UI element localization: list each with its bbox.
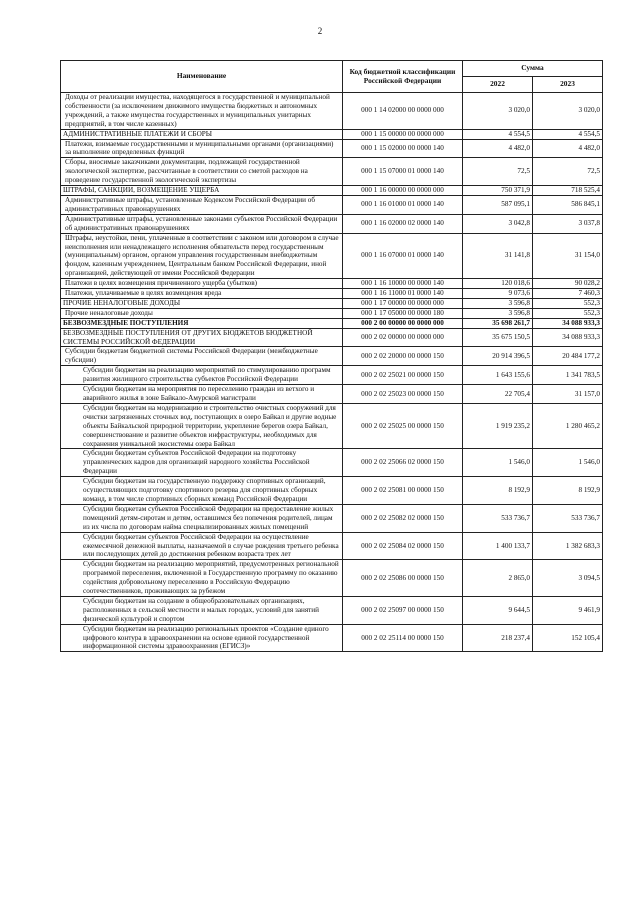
row-value-2023: 552,3: [533, 308, 603, 318]
table-row: [61, 366, 603, 385]
table-row: [61, 477, 603, 505]
header-year-2023: 2023: [533, 77, 603, 93]
row-code: 000 2 02 25081 00 0000 150: [343, 477, 463, 505]
page-number: 2: [317, 26, 323, 36]
row-name: Субсидии бюджетам на реализацию мероприятий, предусмотренных региональной программой переселения, включенной в Государственную программу по оказанию содействия добровольному переселению в Российскую Федерацию соотечественников, проживающих за рубежом: [61, 560, 343, 597]
header-name: Наименование: [61, 61, 343, 93]
header-code: Код бюджетной классификации Российской Федерации: [343, 61, 463, 93]
table-row: [61, 328, 603, 347]
row-value-2022: 9 073,6: [463, 289, 533, 299]
row-value-2022: 3 020,0: [463, 93, 533, 130]
row-name: ШТРАФЫ, САНКЦИИ, ВОЗМЕЩЕНИЕ УЩЕРБА: [61, 186, 343, 196]
row-value-2022: 3 042,8: [463, 214, 533, 233]
row-value-2023: 1 280 465,2: [533, 403, 603, 449]
row-value-2022: 533 736,7: [463, 504, 533, 532]
row-name: Субсидии бюджетам субъектов Российской Федерации на предоставление жилых помещений детям-сиротам и детям, оставшимся без попечения родителей, лицам из их числа по договорам найма специализированных жилых помещений: [61, 504, 343, 532]
row-name: Субсидии бюджетам бюджетной системы Российской Федерации (межбюджетные субсидии): [61, 347, 343, 366]
row-value-2023: 90 028,2: [533, 279, 603, 289]
row-value-2022: 72,5: [463, 158, 533, 186]
row-value-2022: 1 643 155,6: [463, 366, 533, 385]
row-value-2023: 7 460,3: [533, 289, 603, 299]
row-code: 000 2 02 25025 00 0000 150: [343, 403, 463, 449]
row-code: 000 1 15 02000 00 0000 140: [343, 139, 463, 158]
row-value-2022: 218 237,4: [463, 624, 533, 652]
row-name: Субсидии бюджетам на мероприятия по переселению граждан из ветхого и аварийного жилья в зоне Байкало-Амурской магистрали: [61, 385, 343, 404]
row-value-2023: 72,5: [533, 158, 603, 186]
row-code: 000 1 14 02000 00 0000 000: [343, 93, 463, 130]
row-value-2023: 20 484 177,2: [533, 347, 603, 366]
table-row: [61, 214, 603, 233]
row-code: 000 2 02 00000 00 0000 000: [343, 328, 463, 347]
row-value-2023: 4 482,0: [533, 139, 603, 158]
table-row: [61, 298, 603, 308]
row-code: 000 1 16 10000 00 0000 140: [343, 279, 463, 289]
row-value-2022: 120 018,6: [463, 279, 533, 289]
budget-table: [60, 60, 603, 652]
row-value-2022: 1 546,0: [463, 449, 533, 477]
row-value-2023: 31 154,0: [533, 233, 603, 279]
row-code: 000 2 02 20000 00 0000 150: [343, 347, 463, 366]
row-code: 000 1 16 00000 00 0000 000: [343, 186, 463, 196]
row-code: 000 2 02 25021 00 0000 150: [343, 366, 463, 385]
row-code: 000 1 16 01000 01 0000 140: [343, 195, 463, 214]
table-row: [61, 93, 603, 130]
row-code: 000 2 02 25086 00 0000 150: [343, 560, 463, 597]
row-value-2022: 587 095,1: [463, 195, 533, 214]
row-value-2022: 4 554,5: [463, 129, 533, 139]
row-code: 000 2 02 25114 00 0000 150: [343, 624, 463, 652]
row-value-2023: 718 525,4: [533, 186, 603, 196]
row-value-2022: 20 914 396,5: [463, 347, 533, 366]
row-value-2022: 8 192,9: [463, 477, 533, 505]
row-name: Субсидии бюджетам субъектов Российской Федерации на осуществление ежемесячной денежной выплаты, назначаемой в случае рождения третьего ребенка или последующих детей до достижения ребенком возраста трех лет: [61, 532, 343, 560]
row-value-2023: 3 020,0: [533, 93, 603, 130]
row-value-2023: 552,3: [533, 298, 603, 308]
row-value-2022: 4 482,0: [463, 139, 533, 158]
header-year-2022: 2022: [463, 77, 533, 93]
table-row: [61, 186, 603, 196]
row-code: 000 2 02 25023 00 0000 150: [343, 385, 463, 404]
row-name: Административные штрафы, установленные законами субъектов Российской Федерации об административных правонарушениях: [61, 214, 343, 233]
row-name: Прочие неналоговые доходы: [61, 308, 343, 318]
row-value-2022: 750 371,9: [463, 186, 533, 196]
row-name: Субсидии бюджетам на реализацию региональных проектов «Создание единого цифрового контура в здравоохранении на основе единой государственной информационной системы здравоохранения (ЕГИСЗ)»: [61, 624, 343, 652]
row-value-2022: 1 919 235,2: [463, 403, 533, 449]
row-value-2023: 1 382 683,3: [533, 532, 603, 560]
row-value-2023: 3 037,8: [533, 214, 603, 233]
row-value-2022: 22 705,4: [463, 385, 533, 404]
row-code: 000 2 02 25066 02 0000 150: [343, 449, 463, 477]
table-row: [61, 308, 603, 318]
row-code: 000 2 02 25082 02 0000 150: [343, 504, 463, 532]
header-sum: Сумма: [463, 61, 603, 77]
row-name: Субсидии бюджетам на создание в общеобразовательных организациях, расположенных в сельской местности и малых городах, условий для занятий физической культурой и спортом: [61, 596, 343, 624]
row-value-2023: 1 546,0: [533, 449, 603, 477]
table-row: [61, 139, 603, 158]
row-value-2022: 3 596,8: [463, 308, 533, 318]
table-row: [61, 449, 603, 477]
row-value-2023: 152 105,4: [533, 624, 603, 652]
row-name: Платежи, уплачиваемые в целях возмещения вреда: [61, 289, 343, 299]
row-code: 000 2 00 00000 00 0000 000: [343, 318, 463, 328]
row-value-2023: 533 736,7: [533, 504, 603, 532]
row-value-2022: 3 596,8: [463, 298, 533, 308]
row-name: ПРОЧИЕ НЕНАЛОГОВЫЕ ДОХОДЫ: [61, 298, 343, 308]
table-row: [61, 158, 603, 186]
row-code: 000 1 15 00000 00 0000 000: [343, 129, 463, 139]
row-value-2023: 4 554,5: [533, 129, 603, 139]
row-value-2023: 34 088 933,3: [533, 318, 603, 328]
row-name: Штрафы, неустойки, пени, уплаченные в соответствии с законом или договором в случае неисполнения или ненадлежащего исполнения обязательств перед государственным (муниципальным) органом, органом управления государственным внебюджетным фондом, казенным учреждением, Центральным банком Российской Федерации, иной организацией, действующей от имени Российской Федерации: [61, 233, 343, 279]
table-row: [61, 532, 603, 560]
row-value-2022: 31 141,8: [463, 233, 533, 279]
row-name: Доходы от реализации имущества, находящегося в государственной и муниципальной собственности (за исключением движимого имущества бюджетных и автономных учреждений, а также имущества государственных и муниципальных унитарных предприятий, в том числе казенных): [61, 93, 343, 130]
row-value-2022: 1 400 133,7: [463, 532, 533, 560]
row-code: 000 1 17 00000 00 0000 000: [343, 298, 463, 308]
row-value-2023: 9 461,9: [533, 596, 603, 624]
table-row: [61, 195, 603, 214]
table-row: [61, 129, 603, 139]
row-value-2022: 35 698 261,7: [463, 318, 533, 328]
row-value-2023: 1 341 783,5: [533, 366, 603, 385]
table-row: [61, 347, 603, 366]
row-value-2023: 586 845,1: [533, 195, 603, 214]
row-value-2022: 2 865,0: [463, 560, 533, 597]
row-name: Субсидии бюджетам на модернизацию и строительство очистных сооружений для очистки загрязненных сточных вод, поступающих в озеро Байкал и другие водные объекты Байкальской природной территории, укрепление берегов озера Байкал, совершенствование и развитие объектов инфраструктуры, необходимых для сохранения уникальной экосистемы озера Байкал: [61, 403, 343, 449]
row-name: Субсидии бюджетам субъектов Российской Федерации на подготовку управленческих кадров для организаций народного хозяйства Российской Федерации: [61, 449, 343, 477]
row-value-2022: 9 644,5: [463, 596, 533, 624]
table-row: [61, 233, 603, 279]
table-body: [61, 93, 603, 652]
row-name: Платежи, взимаемые государственными и муниципальными органами (организациями) за выполнение определенных функций: [61, 139, 343, 158]
row-name: Субсидии бюджетам на государственную поддержку спортивных организаций, осуществляющих подготовку спортивного резерва для спортивных сборных команд, в том числе спортивных сборных команд Российской Федерации: [61, 477, 343, 505]
table-row: [61, 385, 603, 404]
row-code: 000 1 16 07000 01 0000 140: [343, 233, 463, 279]
table-row: [61, 403, 603, 449]
row-value-2023: 31 157,0: [533, 385, 603, 404]
row-name: Административные штрафы, установленные Кодексом Российской Федерации об административных правонарушениях: [61, 195, 343, 214]
row-value-2023: 34 088 933,3: [533, 328, 603, 347]
row-value-2023: 8 192,9: [533, 477, 603, 505]
row-value-2022: 35 675 150,5: [463, 328, 533, 347]
row-name: АДМИНИСТРАТИВНЫЕ ПЛАТЕЖИ И СБОРЫ: [61, 129, 343, 139]
table-row: [61, 318, 603, 328]
row-code: 000 2 02 25084 02 0000 150: [343, 532, 463, 560]
row-value-2023: 3 094,5: [533, 560, 603, 597]
row-code: 000 1 15 07000 01 0000 140: [343, 158, 463, 186]
table-row: [61, 504, 603, 532]
table-header: [61, 61, 603, 93]
table-row: [61, 279, 603, 289]
row-name: Сборы, вносимые заказчиками документации, подлежащей государственной экологической экспертизе, рассчитанные в соответствии со сметой расходов на проведение государственной экологической экспертизы: [61, 158, 343, 186]
table-row: [61, 596, 603, 624]
row-name: Платежи в целях возмещения причиненного ущерба (убытков): [61, 279, 343, 289]
row-code: 000 2 02 25097 00 0000 150: [343, 596, 463, 624]
row-code: 000 1 16 02000 02 0000 140: [343, 214, 463, 233]
table-row: [61, 560, 603, 597]
row-name: БЕЗВОЗМЕЗДНЫЕ ПОСТУПЛЕНИЯ ОТ ДРУГИХ БЮДЖЕТОВ БЮДЖЕТНОЙ СИСТЕМЫ РОССИЙСКОЙ ФЕДЕРАЦИИ: [61, 328, 343, 347]
row-name: Субсидии бюджетам на реализацию мероприятий по стимулированию программ развития жилищного строительства субъектов Российской Федерации: [61, 366, 343, 385]
table-row: [61, 289, 603, 299]
table-row: [61, 624, 603, 652]
row-name: БЕЗВОЗМЕЗДНЫЕ ПОСТУПЛЕНИЯ: [61, 318, 343, 328]
row-code: 000 1 17 05000 00 0000 180: [343, 308, 463, 318]
row-code: 000 1 16 11000 01 0000 140: [343, 289, 463, 299]
